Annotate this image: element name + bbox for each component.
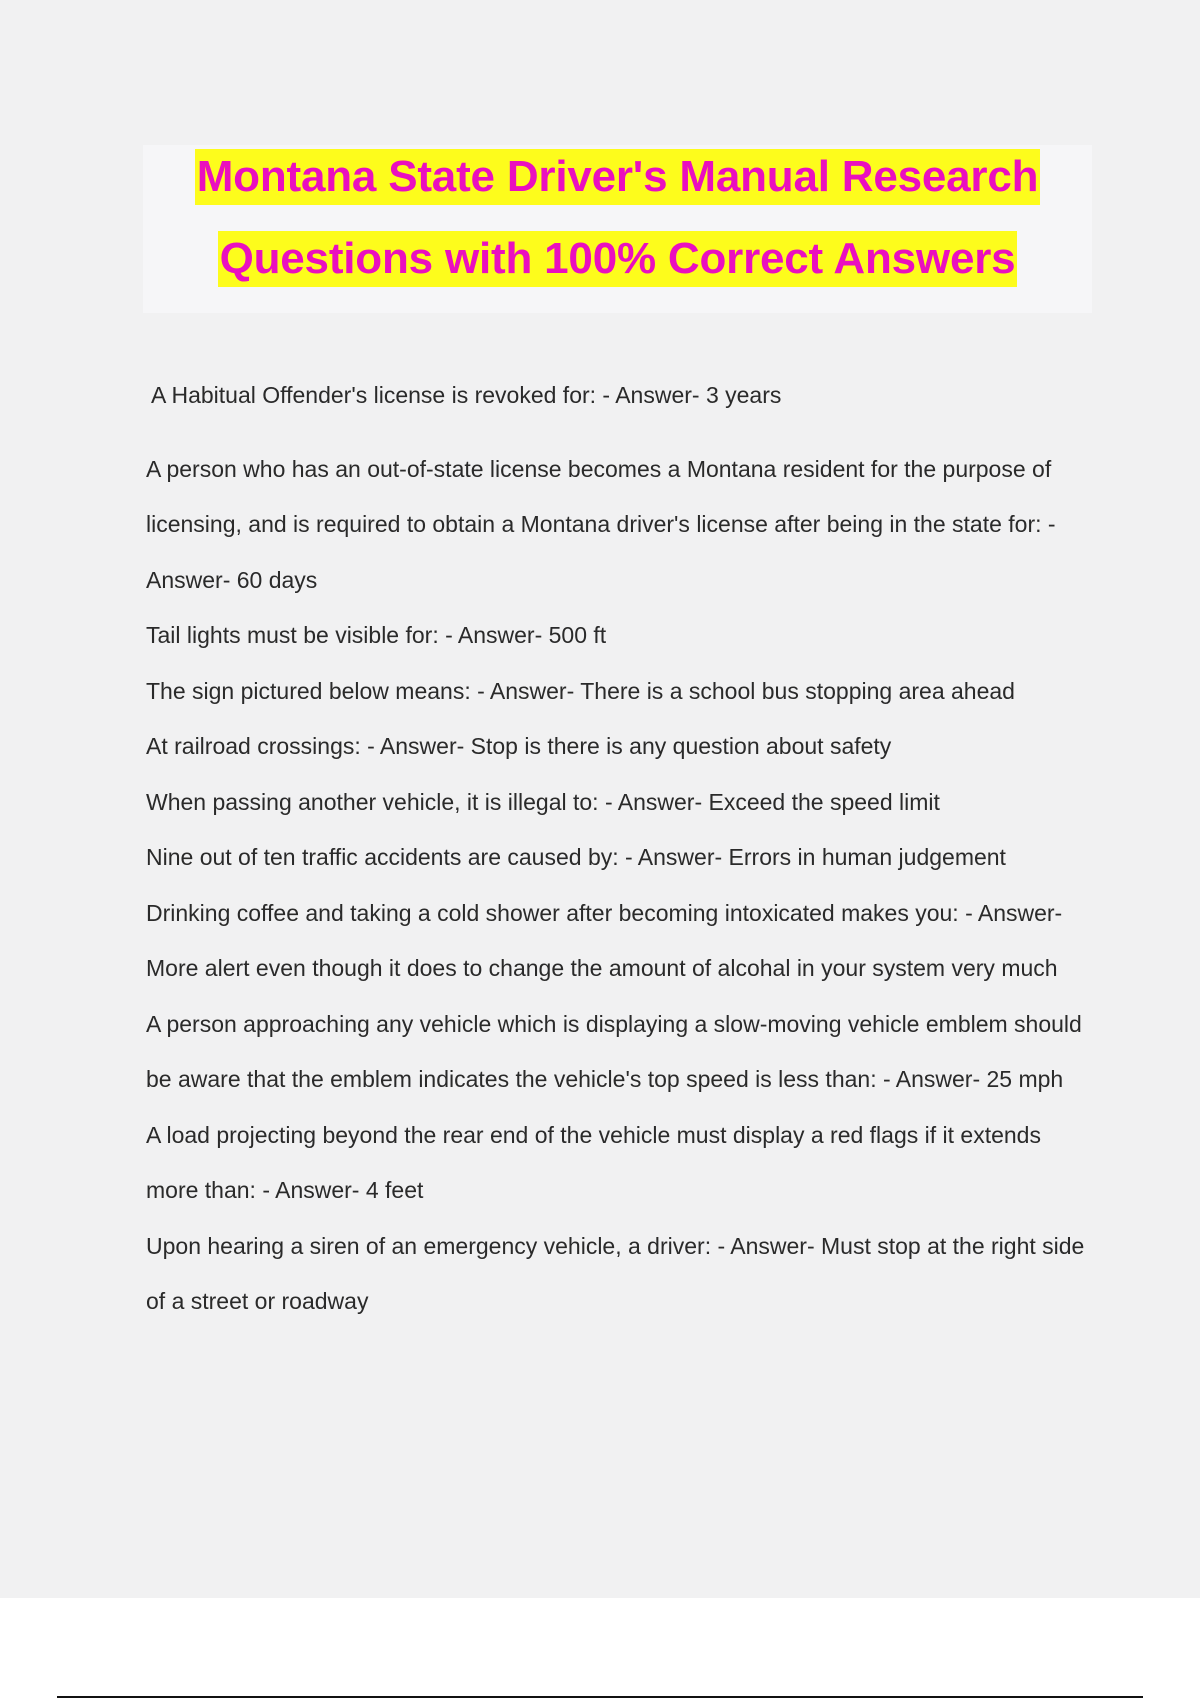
qa-item: Drinking coffee and taking a cold shower after becoming intoxicated makes you: - Answer- More alert even though it does to change the amount of alcohal in your system very much: [146, 899, 1063, 981]
qa-item: Tail lights must be visible for: - Answer- 500 ft: [146, 622, 607, 648]
qa-item: Upon hearing a siren of an emergency vehicle, a driver: - Answer- Must stop at the right side of a street or roadway: [146, 1232, 1085, 1314]
qa-item: A person who has an out-of-state license becomes a Montana resident for the purpose of licensing, and is required to obtain a Montana driver's license after being in the state for: - Answer- 60 days: [146, 455, 1056, 593]
qa-item: Nine out of ten traffic accidents are caused by: - Answer- Errors in human judgement: [146, 844, 1006, 870]
qa-item: A Habitual Offender's license is revoked for: - Answer- 3 years: [151, 382, 782, 408]
qa-item: A load projecting beyond the rear end of the vehicle must display a red flags if it extends more than: - Answer- 4 feet: [146, 1121, 1041, 1203]
qa-item: A person approaching any vehicle which is displaying a slow-moving vehicle emblem should be aware that the emblem indicates the vehicle's top speed is less than: - Answer- 25 mph: [146, 1010, 1082, 1092]
qa-item: At railroad crossings: - Answer- Stop is there is any question about safety: [146, 733, 892, 759]
title-block: [143, 145, 1092, 313]
qa-item: When passing another vehicle, it is illegal to: - Answer- Exceed the speed limit: [146, 788, 940, 815]
question-answer-list: [146, 368, 1096, 1330]
document-title-line-1: Montana State Driver's Manual Research: [195, 149, 1041, 205]
footer-divider: [57, 1696, 1143, 1698]
qa-item: The sign pictured below means: - Answer- There is a school bus stopping area ahead: [146, 677, 1015, 704]
document-title-line-2: Questions with 100% Correct Answers: [218, 231, 1018, 287]
